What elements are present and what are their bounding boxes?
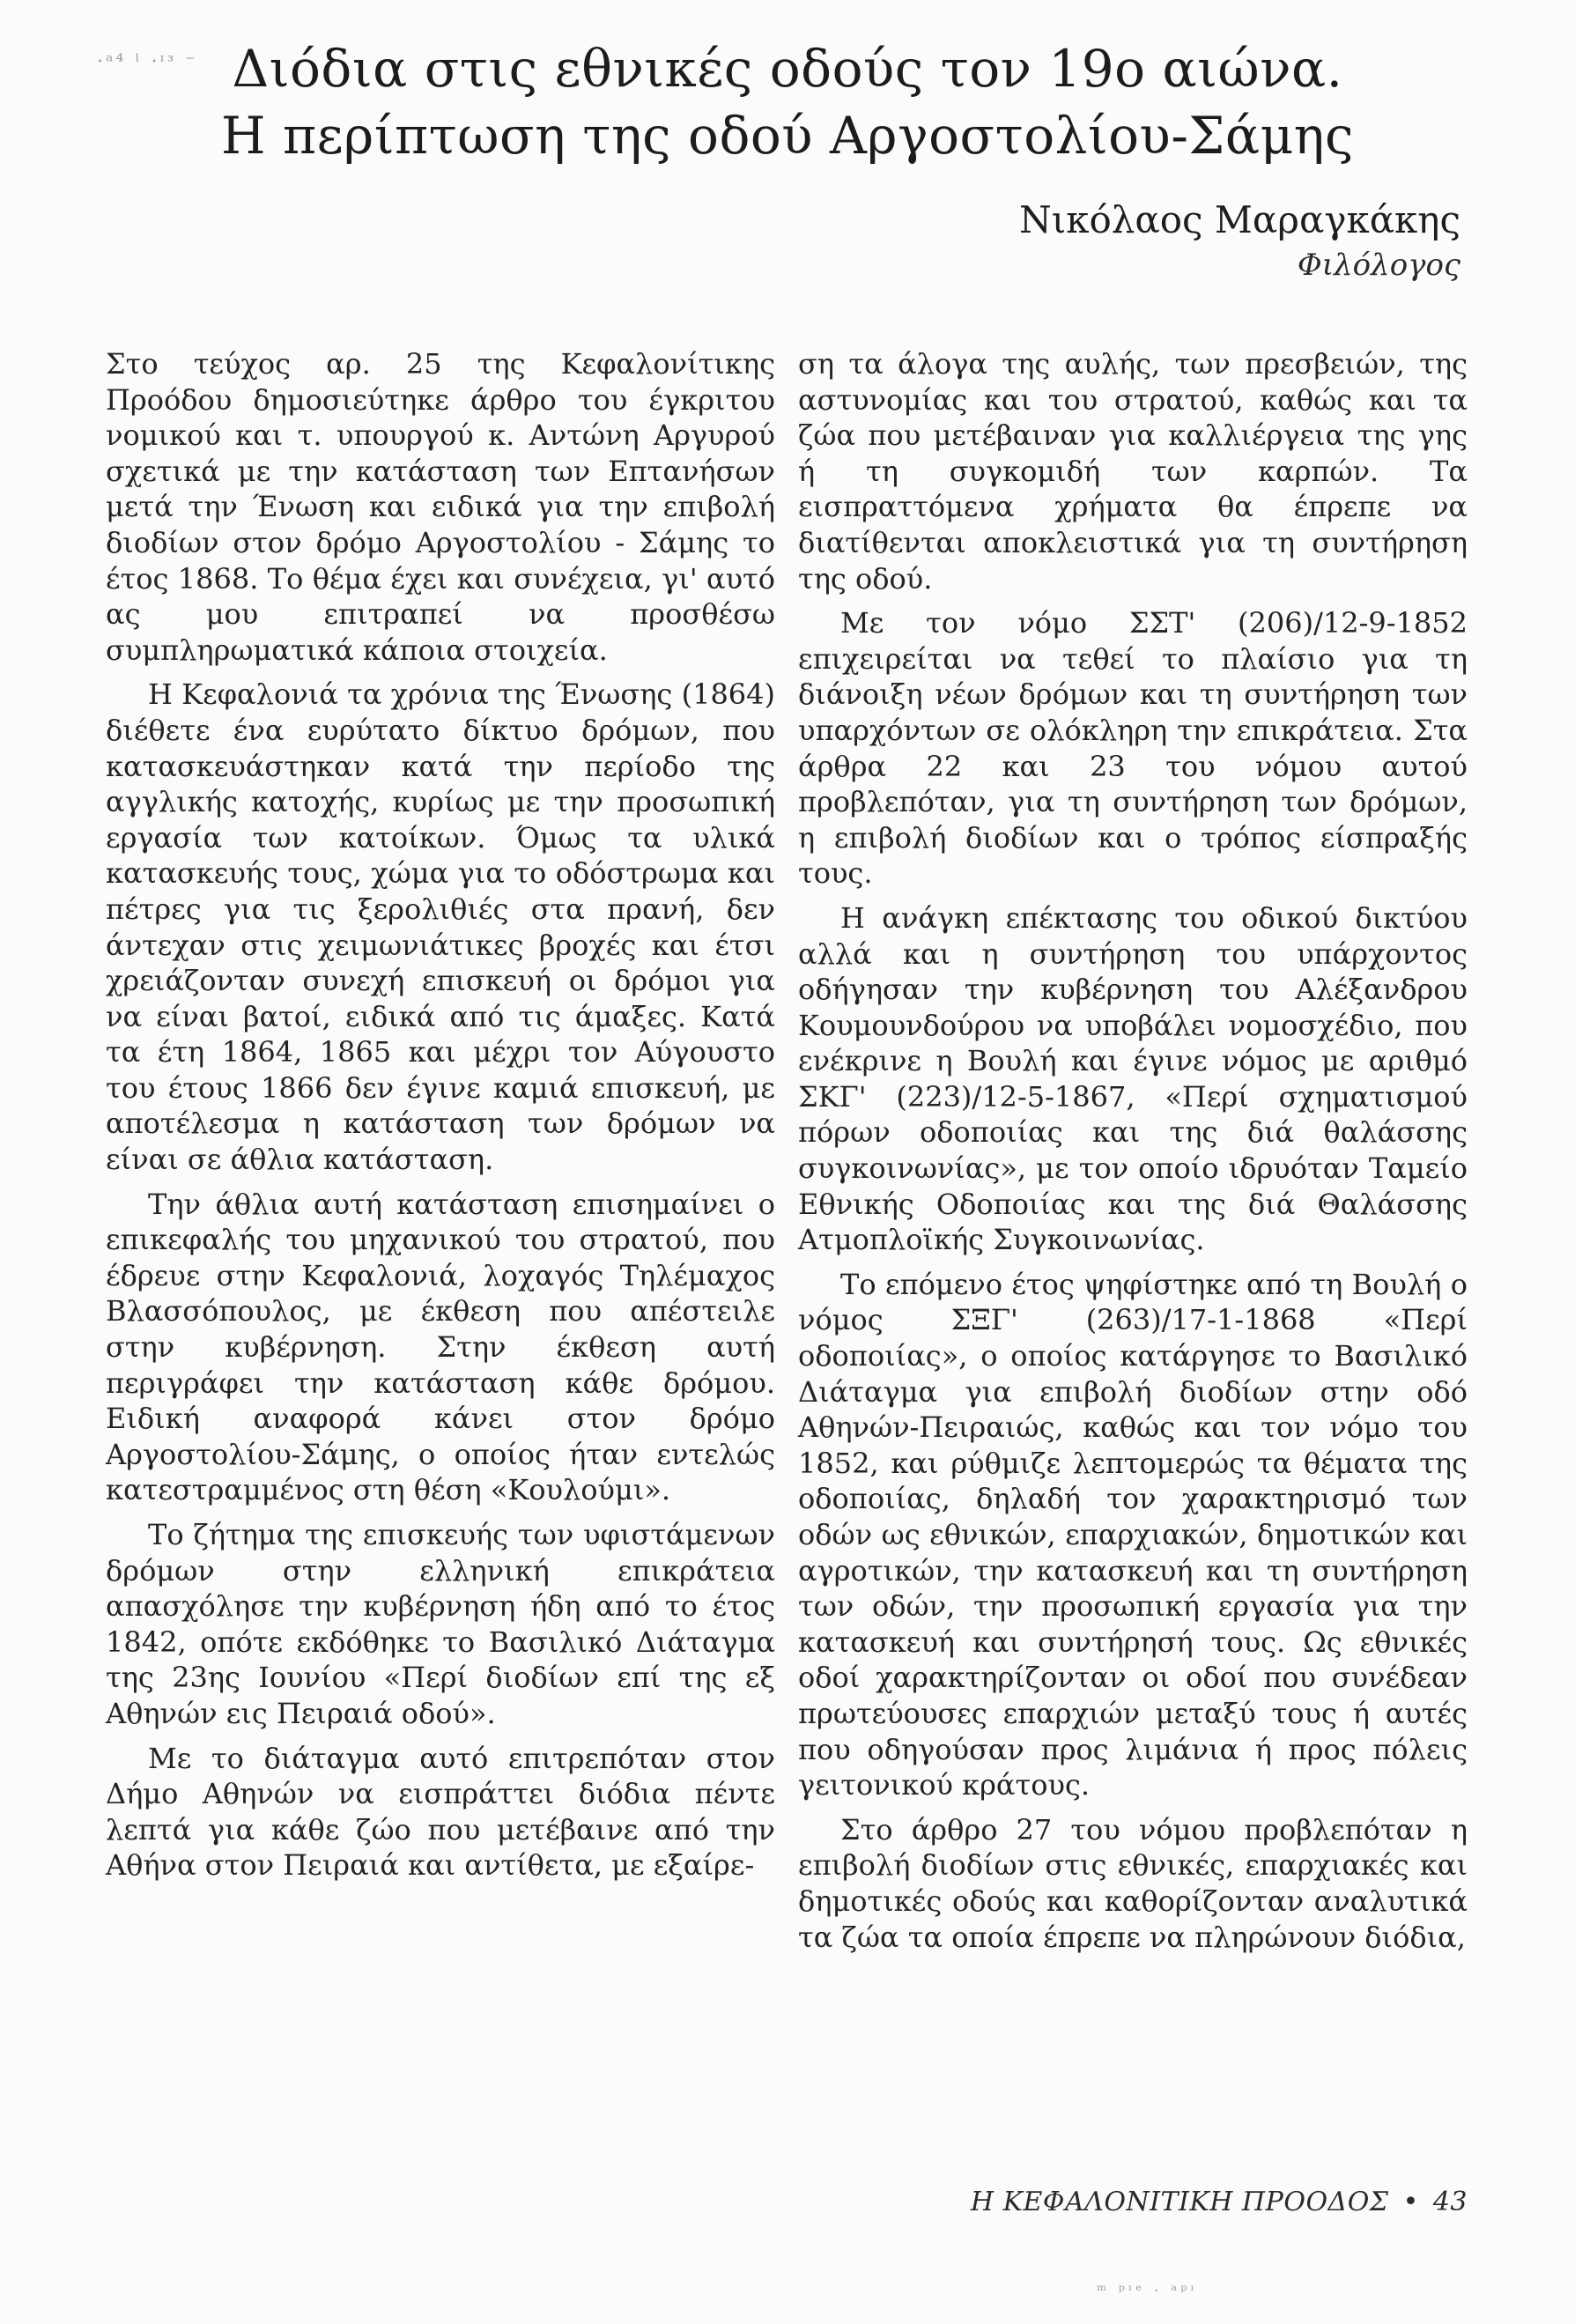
paragraph: Η Κεφαλονιά τα χρόνια της Ένωσης (1864) διέθετε ένα ευρύτατο δίκτυο δρόμων, που κατασκευάστηκαν κατά την περίοδο της αγγλικής κατοχής, κυρίως με την προσωπική εργασία των κατοίκων. Όμως τα υλικά κατασκευής τους, χώμα για το οδόστρωμα και πέτρες για τις ξερολιθιές στα πρανή, δεν άντεχαν στις χειμωνιάτικες βροχές και έτσι χρειάζονταν συνεχή επισκευή οι δρόμοι για να είναι βατοί, ειδικά από τις άμαξες. Κατά τα έτη 1864, 1865 και μέχρι τον Αύγουστο του έτους 1866 δεν έγινε καμιά επισκευή, με αποτέλεσμα η κατάσταση των δρόμων να είναι σε άθλια κατάσταση. — [106, 677, 775, 1177]
paragraph: Το επόμενο έτος ψηφίστηκε από τη Βουλή ο νόμος ΣΞΓ' (263)/17-1-1868 «Περί οδοποιίας», ο οποίος κατάργησε το Βασιλικό Διάταγμα για επιβολή διοδίων στην οδό Αθηνών-Πειραιώς, καθώς και τον νόμο του 1852, και ρύθμιζε λεπτομερώς τα θέματα της οδοποιίας, δηλαδή τον χαρακτηρισμό των οδών ως εθνικών, επαρχιακών, δημοτικών και αγροτικών, την κατασκευή και τη συντήρηση των οδών, την προσωπική εργασία για την κατασκευή και συντήρησή τους. Ως εθνικές οδοί χαρακτηρίζονταν οι οδοί που συνέδεαν πρωτεύουσες επαρχιών μεταξύ τους ή αυτές που οδηγούσαν προς λιμάνια ή προς πόλεις γειτονικού κράτους. — [798, 1267, 1468, 1802]
scan-smudge: ·ᵃ⁴ ˡ ·ᶦᵌ ⁻ — [97, 51, 198, 73]
publication-name: Η ΚΕΦΑΛΟΝΙΤΙΚΗ ΠΡΟΟΔΟΣ — [970, 2187, 1389, 2217]
paragraph: Η ανάγκη επέκτασης του οδικού δικτύου αλλά και η συντήρηση του υπάρχοντος οδήγησαν την κυβέρνηση του Αλέξανδρου Κουμουνδούρου να υποβάλει νομοσχέδιο, που ενέκρινε η Βουλή και έγινε νόμος με αριθμό ΣΚΓ' (223)/12-5-1867, «Περί σχηματισμού πόρων οδοποιίας και της διά θαλάσσης συγκοινωνίας», με τον οποίο ιδρυόταν Ταμείο Εθνικής Οδοποιίας και της διά Θαλάσσης Ατμοπλοϊκής Συγκοινωνίας. — [798, 900, 1468, 1257]
paragraph: Με το διάταγμα αυτό επιτρεπόταν στον Δήμο Αθηνών να εισπράττει διόδια πέντε λεπτά για κάθε ζώο που μετέβαινε από την Αθήνα στον Πειραιά και αντίθετα, με εξαίρε- — [106, 1741, 775, 1883]
paragraph: Στο τεύχος αρ. 25 της Κεφαλονίτικης Προόδου δημοσιεύτηκε άρθρο του έγκριτου νομικού και τ. υπουργού κ. Αντώνη Αργυρού σχετικά με την κατάσταση των Επτανήσων μετά την Ένωση και ειδικά για την επιβολή διοδίων στον δρόμο Αργοστολίου - Σάμης το έτος 1868. Το θέμα έχει και συνέχεια, γι' αυτό ας μου επιτραπεί να προσθέσω συμπληρωματικά κάποια στοιχεία. — [106, 347, 775, 667]
footer-separator: • — [1402, 2187, 1419, 2217]
paragraph: Στο άρθρο 27 του νόμου προβλεπόταν η επιβολή διοδίων στις εθνικές, επαρχιακές και δημοτικές οδούς και καθορίζονταν αναλυτικά τα ζώα τα οποία έπρεπε να πληρώνουν διόδια, — [798, 1812, 1468, 1954]
paragraph: ση τα άλογα της αυλής, των πρεσβειών, της αστυνομίας και του στρατού, καθώς και τα ζώα που μετέβαιναν για καλλιέργεια της γης ή τη συγκομιδή των καρπών. Τα εισπραττόμενα χρήματα θα έπρεπε να διατίθενται αποκλειστικά για τη συντήρηση της οδού. — [798, 347, 1468, 596]
title-line-2: Η περίπτωση της οδού Αργοστολίου-Σάμης — [220, 106, 1355, 166]
article-title — [0, 35, 1575, 169]
author-name: Νικόλαος Μαραγκάκης — [1019, 198, 1460, 241]
paragraph: Την άθλια αυτή κατάσταση επισημαίνει ο επικεφαλής του μηχανικού του στρατού, που έδρευε στην Κεφαλονιά, λοχαγός Τηλέμαχος Βλασσόπουλος, με έκθεση που απέστειλε στην κυβέρνηση. Στην έκθεση αυτή περιγράφει την κατάσταση κάθε δρόμου. Ειδική αναφορά κάνει στον δρόμο Αργοστολίου-Σάμης, ο οποίος ήταν εντελώς κατεστραμμένος στη θέση «Κουλούμι». — [106, 1187, 775, 1507]
text-column-left — [106, 346, 775, 1884]
title-line-1: Διόδια στις εθνικές οδούς τον 19ο αιώνα. — [232, 39, 1343, 99]
scan-smudge: ᵐ ᵖᶦᵉ · ᵃᵖᶦ — [1097, 2282, 1198, 2300]
page-number: 43 — [1432, 2187, 1468, 2217]
paragraph: Το ζήτημα της επισκευής των υφιστάμενων δρόμων στην ελληνική επικράτεια απασχόλησε την κυβέρνηση ήδη από το έτος 1842, οπότε εκδόθηκε το Βασιλικό Διάταγμα της 23ης Ιουνίου «Περί διοδίων επί της εξ Αθηνών εις Πειραιά οδού». — [106, 1518, 775, 1730]
page-footer — [971, 2187, 1468, 2217]
author-byline — [1019, 196, 1460, 285]
author-role: Φιλόλογος — [1297, 248, 1460, 283]
paragraph: Με τον νόμο ΣΣΤ' (206)/12-9-1852 επιχειρείται να τεθεί το πλαίσιο για τη διάνοιξη νέων δρόμων και τη συντήρηση των υπαρχόντων σε ολόκληρη την επικράτεια. Στα άρθρα 22 και 23 του νόμου αυτού προβλεπόταν, για τη συντήρηση των δρόμων, η επιβολή διοδίων και ο τρόπος είσπραξής τους. — [798, 606, 1468, 891]
text-column-right — [798, 346, 1468, 1955]
